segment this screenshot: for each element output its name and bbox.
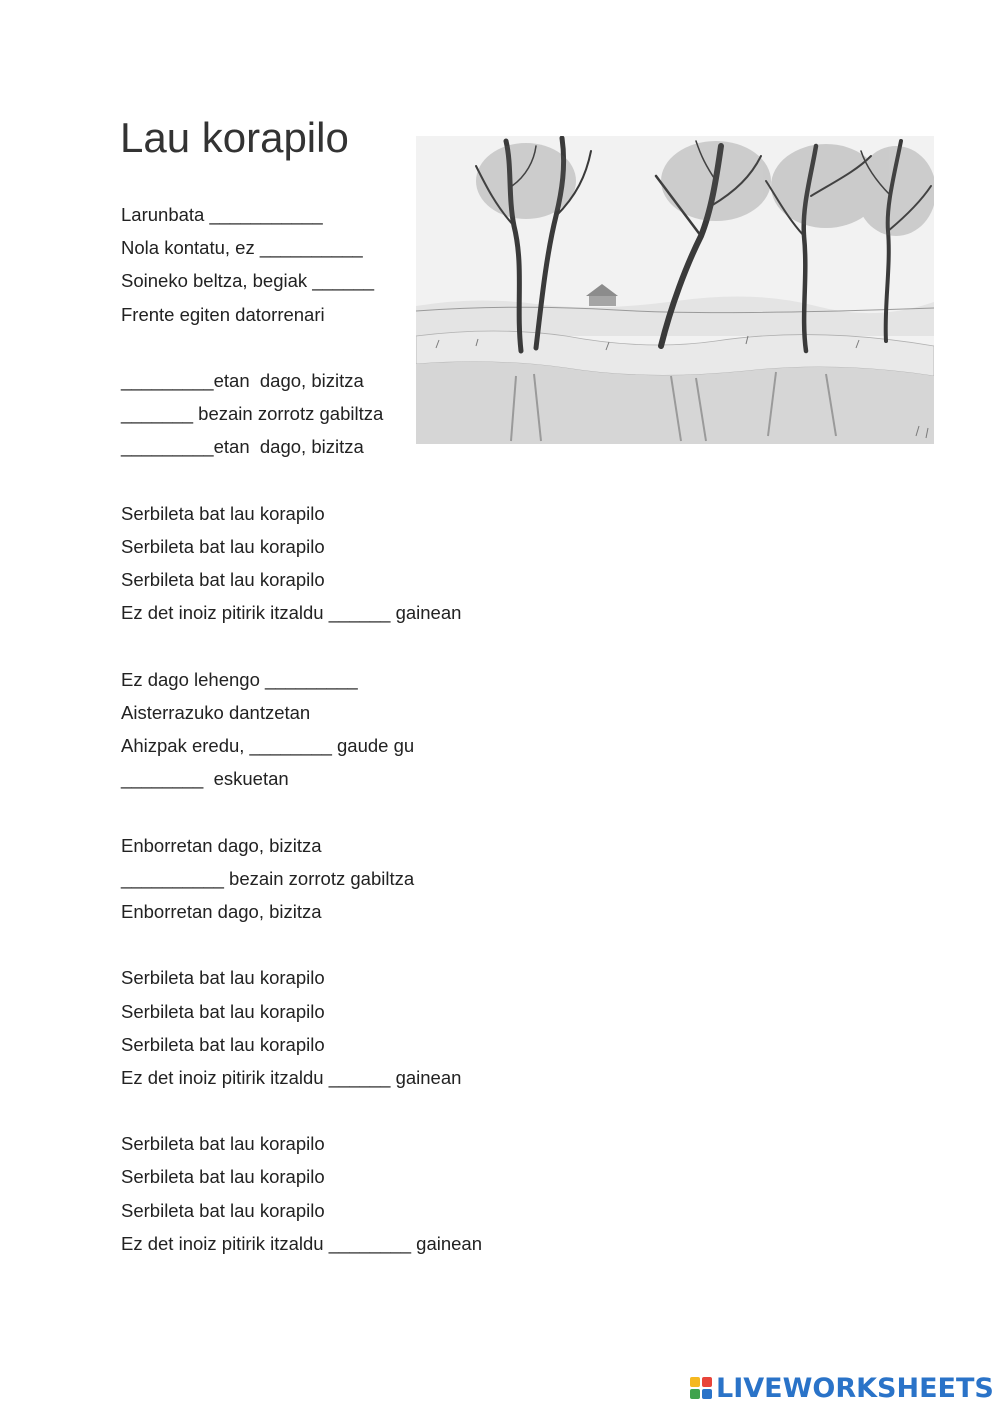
stanza: [121, 1127, 482, 1260]
lyric-line: ________ eskuetan: [121, 768, 289, 790]
lyric-line: Ez dago lehengo _________: [121, 668, 358, 690]
logo-text: LIVEWORKSHEETS: [716, 1372, 994, 1404]
logo-mark-icon: [690, 1377, 712, 1399]
liveworksheets-logo: [690, 1372, 994, 1404]
page-title: Lau korapilo: [120, 114, 349, 161]
logo-mark-tile: [702, 1377, 712, 1387]
lyric-line: Ez det inoiz pitirik itzaldu ______ gainean: [121, 1066, 462, 1088]
lyric-line: Nola kontatu, ez __________: [121, 237, 363, 259]
stanza: [121, 829, 482, 929]
lyric-line: Serbileta bat lau korapilo: [121, 1000, 325, 1022]
lyric-line: Enborretan dago, bizitza: [121, 900, 322, 922]
lyric-line: Soineko beltza, begiak ______: [121, 270, 375, 292]
lyric-line: Ahizpak eredu, ________ gaude gu: [121, 735, 415, 756]
lyric-line: Frente egiten datorrenari: [121, 303, 325, 325]
stanza: [121, 663, 482, 796]
lyric-line: Ez det inoiz pitirik itzaldu ________ gainean: [121, 1232, 482, 1254]
lyric-line: Serbileta bat lau korapilo: [121, 1033, 325, 1055]
lyric-line: Larunbata ___________: [121, 204, 323, 225]
lyric-line: Serbileta bat lau korapilo: [121, 1199, 325, 1221]
lyric-line: Ez det inoiz pitirik itzaldu ______ gainean: [121, 602, 462, 624]
lyric-line: _______ bezain zorrotz gabiltza: [121, 403, 384, 425]
lyric-line: _________etan dago, bizitza: [121, 369, 364, 391]
lyric-line: Enborretan dago, bizitza: [121, 834, 322, 856]
lyric-line: Serbileta bat lau korapilo: [121, 569, 325, 591]
lyric-line: Serbileta bat lau korapilo: [121, 1133, 325, 1155]
lyric-line: Serbileta bat lau korapilo: [121, 502, 325, 524]
lyric-line: Aisterrazuko dantzetan: [121, 701, 311, 723]
lyric-line: Serbileta bat lau korapilo: [121, 967, 325, 989]
stanza: [121, 961, 482, 1094]
landscape-sketch: [416, 136, 934, 444]
lyric-line: _________etan dago, bizitza: [121, 436, 364, 458]
logo-mark-tile: [690, 1377, 700, 1387]
lyric-line: Serbileta bat lau korapilo: [121, 535, 325, 557]
landscape-illustration: [416, 136, 934, 444]
lyric-line: __________ bezain zorrotz gabiltza: [121, 867, 415, 889]
logo-mark-tile: [702, 1389, 712, 1399]
stanza: [121, 497, 482, 630]
logo-mark-tile: [690, 1389, 700, 1399]
lyric-line: Serbileta bat lau korapilo: [121, 1166, 325, 1188]
